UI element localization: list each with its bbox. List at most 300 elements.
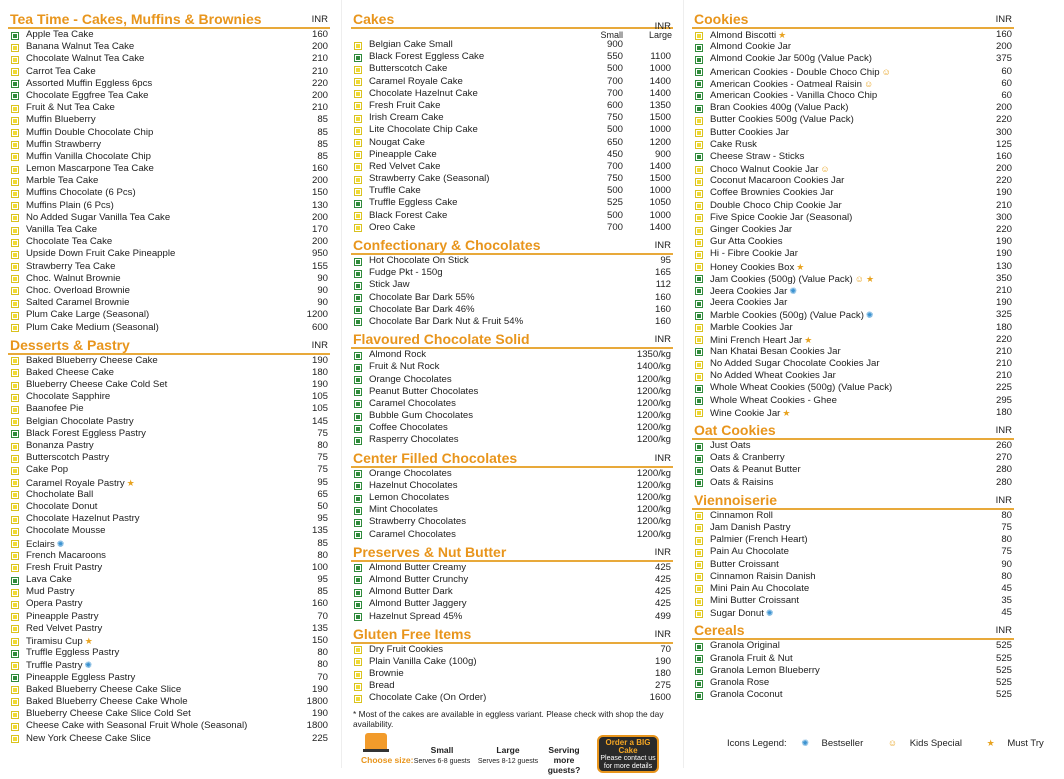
veg-mark-icon [11, 68, 19, 76]
veg-mark-icon [354, 78, 362, 86]
food-mark-icon [695, 692, 703, 700]
item-price: 210 [311, 65, 328, 77]
item-name [710, 653, 793, 665]
item-price: 190 [995, 297, 1012, 309]
item-name [26, 416, 134, 428]
item-price: 600 [311, 321, 328, 333]
currency-label: INR [995, 14, 1012, 25]
menu-item [8, 635, 330, 647]
item-price: 190 [995, 248, 1012, 260]
veg-mark-icon [11, 214, 19, 222]
item-price-small: 550 [606, 51, 623, 63]
item-name-text: Cheese Cake with Seasonal Fruit Whole (Seasonal) [26, 720, 248, 732]
item-name [26, 489, 93, 501]
food-mark-icon [354, 400, 362, 408]
item-name-text: Dry Fruit Cookies [369, 643, 444, 655]
menu-item [8, 261, 330, 273]
item-price-large: 1100 [650, 51, 671, 63]
item-price-small: 700 [606, 75, 623, 87]
item-name-text: Oats & Cranberry [710, 452, 785, 464]
item-price: 1800 [306, 695, 328, 707]
kids-special-icon: ☺ [881, 66, 891, 77]
item-name-text: Lemon Mascarpone Tea Cake [26, 163, 154, 175]
item-name-text: Whole Wheat Cookies - Ghee [710, 394, 837, 406]
item-price: 60 [1001, 65, 1012, 77]
veg-mark-icon [695, 524, 703, 532]
must-try-icon: ★ [126, 477, 135, 488]
item-name-text: Strawberry Chocolates [369, 516, 467, 528]
item-price: 150 [311, 187, 328, 199]
item-name-text: Fruit & Nut Tea Cake [26, 102, 115, 114]
item-name-text: Upside Down Fruit Cake Pineapple [26, 248, 176, 260]
menu-item [692, 440, 1014, 452]
item-name-text: No Added Sugar Chocolate Cookies Jar [710, 358, 880, 370]
menu-item [8, 696, 330, 708]
menu-item [8, 273, 330, 285]
veg-mark-icon [354, 683, 362, 691]
veg-mark-icon [11, 589, 19, 597]
menu-item [692, 477, 1014, 489]
cake-size-guide [351, 733, 673, 779]
legend-kids [886, 738, 972, 749]
food-mark-icon [11, 430, 19, 438]
item-name [710, 640, 780, 652]
currency-label: INR [654, 240, 671, 251]
section-title: Oat Cookies [694, 422, 776, 438]
currency-label: INR [654, 452, 671, 464]
item-name [710, 212, 852, 224]
item-name [710, 395, 837, 407]
item-name-text: Jeera Cookies Jar [710, 297, 788, 309]
menu-item [692, 607, 1014, 619]
veg-mark-icon [11, 503, 19, 511]
food-mark-icon [695, 300, 703, 308]
item-name-text: Red Velvet Pastry [26, 622, 103, 634]
item-price: 210 [995, 370, 1012, 382]
item-name [710, 595, 799, 607]
item-price: 295 [995, 394, 1012, 406]
veg-mark-icon [695, 324, 703, 332]
item-name [369, 185, 421, 197]
section-header [351, 330, 673, 349]
item-name-text: Salted Caramel Brownie [26, 297, 130, 309]
item-name [369, 656, 477, 668]
kids-special-icon: ☺ [887, 738, 898, 748]
item-name-text: Chocolate Mousse [26, 525, 106, 537]
item-name [369, 149, 437, 161]
large-size-info [473, 745, 543, 765]
item-price: 75 [1001, 521, 1012, 533]
section-header [8, 336, 330, 355]
item-name [710, 102, 848, 114]
item-price: 1200/kg [636, 504, 671, 516]
veg-mark-icon [695, 227, 703, 235]
item-price: 190 [311, 354, 328, 366]
food-mark-icon [354, 601, 362, 609]
item-name [26, 53, 144, 65]
item-price-small: 500 [606, 209, 623, 221]
item-price: 1350/kg [636, 349, 671, 361]
item-price: 75 [1001, 546, 1012, 558]
menu-item [692, 510, 1014, 522]
item-name-text: Strawberry Cake (Seasonal) [369, 173, 490, 185]
item-name-text: Almond Rock [369, 349, 427, 361]
section-header [692, 621, 1014, 640]
item-name-text: Fruit & Nut Rock [369, 361, 440, 373]
menu-item [351, 611, 673, 623]
item-name [369, 267, 443, 279]
menu-item [351, 51, 673, 63]
menu-item [8, 102, 330, 114]
veg-mark-icon [11, 190, 19, 198]
item-name-text: Coconut Macaroon Cookies Jar [710, 175, 845, 187]
menu-item [692, 261, 1014, 273]
item-price: 350 [995, 272, 1012, 284]
item-price-large: 1000 [649, 63, 671, 75]
food-mark-icon [695, 680, 703, 688]
menu-item [8, 285, 330, 297]
item-name-text: Five Spice Cookie Jar (Seasonal) [710, 211, 853, 223]
item-name-text: Caramel Royale Cake [369, 75, 463, 87]
menu-item [351, 644, 673, 656]
menu-item [351, 137, 673, 149]
item-name-text: Truffle Eggless Cake [369, 197, 458, 209]
veg-mark-icon [695, 239, 703, 247]
item-name [369, 349, 426, 361]
menu-item [351, 149, 673, 161]
menu-item [351, 656, 673, 668]
veg-mark-icon [11, 141, 19, 149]
item-price-large: 1400 [649, 160, 671, 172]
menu-item [8, 562, 330, 574]
veg-mark-icon [695, 202, 703, 210]
item-name [710, 440, 751, 452]
item-name-text: Strawberry Tea Cake [26, 260, 116, 272]
menu-item [8, 647, 330, 659]
item-price: 1200/kg [636, 410, 671, 422]
item-price: 525 [995, 689, 1012, 701]
food-mark-icon [354, 470, 362, 478]
item-name [26, 367, 114, 379]
menu-item [351, 292, 673, 304]
menu-item [351, 39, 673, 51]
item-price-small: 700 [606, 160, 623, 172]
small-size-info [407, 745, 477, 765]
item-name-text: Irish Cream Cake [369, 112, 444, 124]
item-name [26, 163, 154, 175]
item-name-text: Brownie [369, 668, 404, 680]
item-name-text: Gur Atta Cookies [710, 236, 783, 248]
food-mark-icon [11, 92, 19, 100]
item-price: 525 [995, 652, 1012, 664]
veg-mark-icon [695, 361, 703, 369]
menu-item [692, 677, 1014, 689]
item-price: 35 [1001, 595, 1012, 607]
serving-more-label: Serving more guests? [547, 744, 581, 775]
menu-item [692, 187, 1014, 199]
menu-item [692, 53, 1014, 65]
item-name [369, 480, 458, 492]
item-price: 160 [995, 150, 1012, 162]
menu-item [692, 559, 1014, 571]
menu-item [8, 477, 330, 489]
item-name [26, 452, 109, 464]
menu-item [692, 407, 1014, 419]
veg-mark-icon [695, 336, 703, 344]
item-price: 425 [654, 573, 671, 585]
item-name-text: Muffins Plain (6 Pcs) [26, 199, 114, 211]
veg-mark-icon [11, 406, 19, 414]
item-price: 425 [654, 598, 671, 610]
veg-mark-icon [11, 686, 19, 694]
legend-bestseller-text: Bestseller [821, 738, 864, 749]
menu-item [351, 161, 673, 173]
must-try-icon: ★ [796, 261, 805, 272]
item-name-text: Chocolate Sapphire [26, 391, 111, 403]
veg-mark-icon [354, 139, 362, 147]
section-title: Tea Time - Cakes, Muffins & Brownies [10, 11, 262, 27]
item-price: 85 [317, 138, 328, 150]
food-mark-icon [354, 507, 362, 515]
item-name-text: Butter Cookies Jar [710, 126, 789, 138]
menu-item [351, 529, 673, 541]
item-name [26, 297, 129, 309]
menu-item [8, 598, 330, 610]
item-name-text: Mud Pastry [26, 586, 75, 598]
item-name [26, 440, 94, 452]
item-price: 95 [660, 255, 671, 266]
food-mark-icon [354, 425, 362, 433]
item-price: 200 [995, 163, 1012, 175]
item-name-text: Almond Butter Crunchy [369, 573, 469, 585]
item-price: 45 [1001, 607, 1012, 619]
food-mark-icon [354, 495, 362, 503]
menu-item [8, 623, 330, 635]
veg-mark-icon [11, 613, 19, 621]
item-price-small: 750 [606, 112, 623, 124]
food-mark-icon [354, 437, 362, 445]
item-name [369, 316, 523, 328]
item-name-text: Chocolate Cake (On Order) [369, 692, 487, 704]
kids-special-icon: ☺ [863, 78, 874, 89]
menu-item [692, 212, 1014, 224]
item-price: 90 [1001, 558, 1012, 570]
item-name [710, 677, 769, 689]
item-price: 200 [311, 89, 328, 101]
item-name [369, 468, 452, 480]
item-name [710, 571, 816, 583]
item-name [26, 285, 130, 297]
item-price: 75 [317, 464, 328, 476]
item-price: 1200/kg [636, 492, 671, 503]
item-name-text: Muffin Blueberry [26, 114, 96, 126]
veg-mark-icon [695, 178, 703, 186]
item-price: 190 [995, 236, 1012, 248]
menu-item [8, 489, 330, 501]
item-name-text: Stick Jaw [369, 279, 410, 291]
menu-item [351, 468, 673, 480]
item-name-text: Chocolate Bar Dark 55% [369, 291, 475, 303]
veg-mark-icon [11, 117, 19, 125]
item-name-text: Banana Walnut Tea Cake [26, 41, 135, 53]
item-name-text: Bonanza Pastry [26, 440, 94, 451]
item-name [369, 100, 440, 112]
item-name-text: Ginger Cookies Jar [710, 224, 793, 235]
must-try-icon: ★ [865, 273, 875, 284]
item-name-text: Marble Cookies Jar [710, 321, 793, 333]
bestseller-icon: ✺ [789, 285, 797, 296]
food-mark-icon [354, 306, 362, 314]
menu-item [351, 598, 673, 610]
item-price: 950 [311, 248, 328, 260]
veg-mark-icon [11, 357, 19, 365]
item-name-text: Choco Walnut Cookie Jar [710, 164, 819, 176]
food-mark-icon [695, 80, 703, 88]
veg-mark-icon [354, 115, 362, 123]
menu-item [692, 114, 1014, 126]
menu-item [8, 355, 330, 367]
menu-item [351, 197, 673, 209]
bestseller-icon: ✺ [56, 538, 65, 549]
item-name [369, 292, 475, 304]
item-name-text: Choc. Overload Brownie [26, 284, 130, 296]
menu-item [692, 464, 1014, 476]
item-name-text: Rasperry Chocolates [369, 434, 459, 446]
item-price: 200 [995, 41, 1012, 53]
menu-item [351, 173, 673, 185]
item-name-text: Lite Chocolate Chip Cake [369, 124, 478, 136]
item-price: 1200/kg [636, 479, 671, 491]
food-mark-icon [354, 270, 362, 278]
item-name [710, 346, 841, 358]
item-name-text: Butter Cookies 500g (Value Pack) [710, 114, 854, 126]
item-price: 70 [317, 610, 328, 622]
item-price: 425 [654, 586, 671, 598]
menu-item [8, 684, 330, 696]
item-price-small: 650 [606, 136, 623, 148]
veg-mark-icon [695, 573, 703, 581]
order-sub: Please contact us for more details [600, 754, 656, 770]
item-price: 160 [311, 163, 328, 175]
item-name [369, 161, 440, 173]
legend-kids-text: Kids Special [909, 738, 962, 749]
menu-item [692, 163, 1014, 175]
item-price: 90 [317, 284, 328, 296]
veg-mark-icon [695, 610, 703, 618]
veg-mark-icon [11, 479, 19, 487]
item-name [26, 598, 83, 610]
item-price: 280 [995, 476, 1012, 488]
must-try-icon: ★ [778, 30, 787, 40]
item-name [369, 51, 484, 63]
menu-item [8, 501, 330, 513]
item-name-text: Granola Rose [710, 677, 770, 688]
item-price: 180 [654, 668, 671, 680]
item-price-large: 900 [654, 148, 671, 160]
menu-item [8, 163, 330, 175]
item-name-text: Fudge Pkt - 150g [369, 267, 443, 279]
item-name-text: Granola Original [710, 640, 780, 652]
menu-item [8, 224, 330, 236]
food-mark-icon [354, 282, 362, 290]
veg-mark-icon [11, 443, 19, 451]
item-price: 210 [995, 199, 1012, 211]
section-title: Cereals [694, 622, 745, 639]
item-price: 200 [311, 41, 328, 53]
item-name [26, 562, 102, 574]
menu-item [692, 571, 1014, 583]
section-title: Desserts & Pastry [10, 336, 130, 353]
item-name [710, 583, 809, 595]
veg-mark-icon [354, 176, 362, 184]
item-name-text: Truffle Pastry [26, 660, 83, 672]
food-mark-icon [354, 482, 362, 490]
item-name [26, 696, 188, 708]
veg-mark-icon [11, 540, 19, 548]
item-name-text: Hi - Fibre Cookie Jar [710, 248, 798, 260]
menu-item [351, 222, 673, 234]
item-price: 85 [317, 537, 328, 549]
item-price: 220 [995, 224, 1012, 235]
item-price: 160 [654, 291, 671, 303]
item-name-text: Almond Biscotti [710, 30, 777, 41]
food-mark-icon [354, 519, 362, 527]
menu-item [8, 538, 330, 550]
item-name [26, 139, 101, 151]
food-mark-icon [354, 352, 362, 360]
item-price: 325 [995, 309, 1012, 321]
item-name [26, 29, 94, 41]
menu-item [351, 398, 673, 410]
bestseller-icon: ✺ [765, 608, 774, 619]
item-name [710, 452, 785, 464]
food-mark-icon [11, 32, 19, 40]
item-price: 80 [317, 549, 328, 561]
item-name [26, 322, 159, 334]
menu-item [692, 334, 1014, 346]
item-price: 45 [1001, 582, 1012, 594]
item-price-large: 1000 [649, 209, 671, 221]
menu-item [692, 358, 1014, 370]
order-big-cake-badge[interactable] [597, 735, 659, 773]
item-name [26, 41, 134, 53]
item-name-text: Fresh Fruit Cake [369, 99, 441, 111]
item-name [369, 692, 486, 704]
item-name-text: Butter Croissant [710, 558, 779, 570]
veg-mark-icon [11, 287, 19, 295]
veg-mark-icon [11, 455, 19, 463]
item-name-text: Hazelnut Spread 45% [369, 610, 463, 622]
veg-mark-icon [695, 537, 703, 545]
item-name-text: Wine Cookie Jar [710, 407, 781, 419]
item-name [369, 222, 415, 234]
veg-mark-icon [11, 601, 19, 609]
menu-item [692, 90, 1014, 102]
veg-mark-icon [11, 711, 19, 719]
item-name-text: No Added Wheat Cookies Jar [710, 370, 836, 382]
veg-mark-icon [11, 491, 19, 499]
menu-item [692, 139, 1014, 151]
item-name-text: Sugar Donut [710, 608, 764, 620]
item-price: 95 [317, 476, 328, 488]
item-name-text: Pineapple Pastry [26, 610, 99, 622]
currency-label: INR [311, 339, 328, 351]
veg-mark-icon [11, 698, 19, 706]
item-name-text: Muffin Double Chocolate Chip [26, 126, 154, 138]
section-header [351, 449, 673, 468]
item-name-text: Plum Cake Medium (Seasonal) [26, 321, 159, 333]
legend-bestseller [799, 738, 873, 749]
